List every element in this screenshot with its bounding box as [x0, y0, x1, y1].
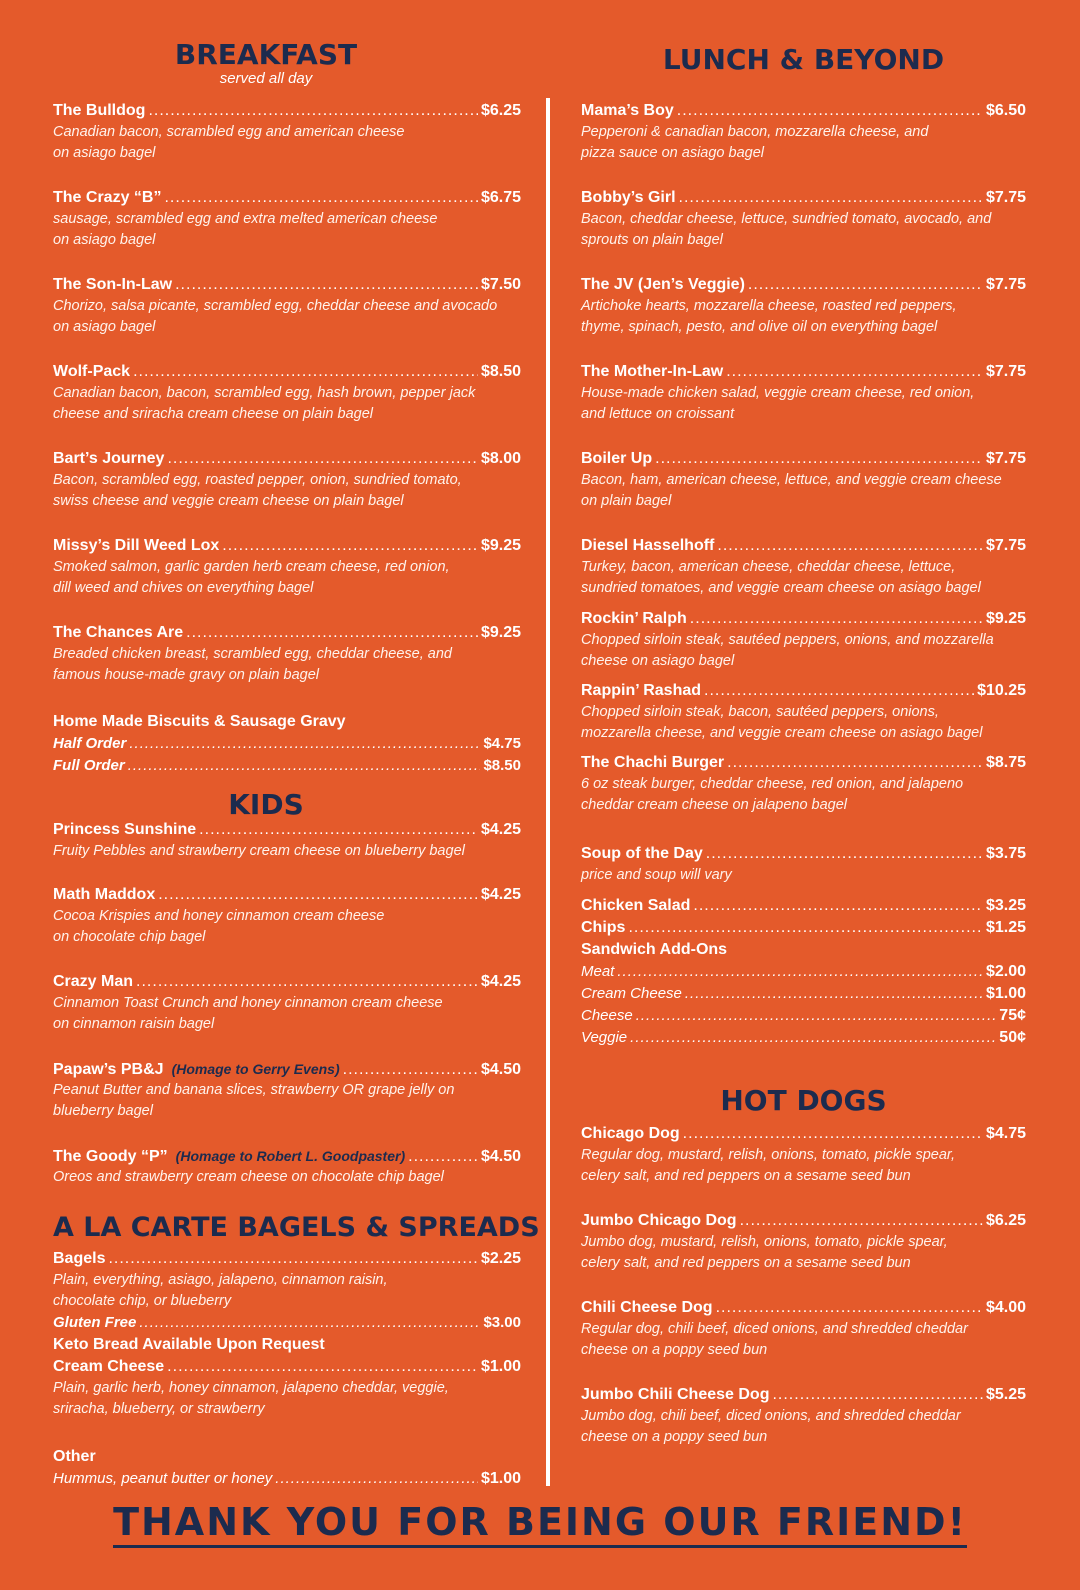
item-description: on asiago bagel: [53, 145, 156, 161]
column-divider: [546, 98, 550, 1486]
item-description: Cocoa Krispies and honey cinnamon cream cheese: [53, 908, 385, 924]
item-description: celery salt, and red peppers on a sesame seed bun: [581, 1168, 911, 1184]
item-description: on chocolate chip bagel: [53, 929, 206, 945]
item-description: Artichoke hearts, mozzarella cheese, roasted red peppers,: [581, 298, 957, 314]
addons-title: Sandwich Add-Ons: [581, 941, 728, 958]
menu-item: [581, 1210, 1026, 1274]
item-price: $9.25: [480, 537, 521, 554]
breakfast-subtitle: served all day: [219, 70, 313, 87]
menu-item: [53, 819, 521, 862]
menu-item: [53, 100, 521, 164]
item-description: and lettuce on croissant: [581, 406, 735, 422]
item-description: sundried tomatoes, and veggie cream cheese on asiago bagel: [581, 580, 981, 596]
item-description: 6 oz steak burger, cheddar cheese, red onion, and jalapeno: [581, 776, 964, 792]
item-price: $3.00: [483, 1314, 521, 1331]
item-price: $6.25: [985, 1212, 1026, 1229]
item-description: cheese on a poppy seed bun: [581, 1342, 768, 1358]
item-price: $4.50: [480, 1061, 521, 1078]
keto-note: Keto Bread Available Upon Request: [53, 1336, 325, 1353]
item-description: thyme, spinach, pesto, and olive oil on everything bagel: [581, 319, 938, 335]
item-name: The Chachi Burger: [581, 754, 725, 771]
footer-text: THANK YOU FOR BEING OUR FRIEND!: [113, 1500, 967, 1548]
addon-name: Meat: [581, 963, 615, 980]
full-order-label: Full Order: [53, 757, 125, 774]
item-name: The Goody “P”: [53, 1148, 168, 1165]
item-description: House-made chicken salad, veggie cream cheese, red onion,: [581, 385, 975, 401]
item-name: Bart’s Journey: [53, 450, 165, 467]
gluten-free-label: Gluten Free: [53, 1314, 137, 1331]
item-description: Bacon, cheddar cheese, lettuce, sundried tomato, avocado, and: [581, 211, 992, 227]
menu-item: [53, 187, 521, 251]
item-price: $2.25: [480, 1250, 521, 1267]
item-description: blueberry bagel: [53, 1103, 153, 1119]
menu-item: [53, 274, 521, 338]
addon-name: Cream Cheese: [581, 985, 682, 1002]
item-price: $7.75: [985, 276, 1026, 293]
item-description: chocolate chip, or blueberry: [53, 1293, 232, 1309]
item-price: $3.75: [985, 845, 1026, 862]
item-price: $5.25: [985, 1386, 1026, 1403]
item-name: Jumbo Chili Cheese Dog: [581, 1386, 770, 1403]
item-description: Chopped sirloin steak, bacon, sautéed peppers, onions,: [581, 704, 939, 720]
lunch-title: LUNCH & BEYOND: [662, 43, 945, 76]
item-price: $4.25: [480, 886, 521, 903]
item-description: sriracha, blueberry, or strawberry: [53, 1401, 265, 1417]
item-price: 75¢: [999, 1007, 1026, 1024]
item-description: Cinnamon Toast Crunch and honey cinnamon cream cheese: [53, 995, 443, 1011]
item-name: The Chances Are: [53, 624, 184, 641]
item-description: on asiago bagel: [53, 232, 156, 248]
menu-item-bagels: [53, 1248, 521, 1420]
item-description: Oreos and strawberry cream cheese on chocolate chip bagel: [53, 1169, 444, 1185]
item-description: Pepperoni & canadian bacon, mozzarella cheese, and: [581, 124, 929, 140]
item-name: Home Made Biscuits & Sausage Gravy: [53, 713, 346, 730]
menu-item: [581, 187, 1026, 251]
item-price: $7.75: [985, 363, 1026, 380]
alacarte-title: A LA CARTE BAGELS & SPREADS: [53, 1212, 540, 1243]
hotdogs-title: HOT DOGS: [720, 1084, 887, 1117]
item-price: $1.00: [480, 1470, 521, 1487]
item-name: Missy’s Dill Weed Lox: [53, 537, 220, 554]
item-description: celery salt, and red peppers on a sesame seed bun: [581, 1255, 911, 1271]
item-description: sausage, scrambled egg and extra melted american cheese: [53, 211, 438, 227]
homage-note: (Homage to Gerry Evens): [171, 1061, 340, 1077]
item-price: $8.50: [483, 757, 521, 774]
menu-item: [581, 680, 1026, 744]
menu-item: [53, 884, 521, 948]
menu-item: [53, 1058, 521, 1122]
item-price: $1.00: [480, 1358, 521, 1375]
kids-title: KIDS: [228, 788, 304, 821]
item-name: Boiler Up: [581, 450, 653, 467]
item-description: Turkey, bacon, american cheese, cheddar cheese, lettuce,: [581, 559, 956, 575]
item-description: pizza sauce on asiago bagel: [581, 145, 764, 161]
item-price: $2.00: [985, 963, 1026, 980]
item-name: Soup of the Day: [581, 845, 703, 862]
menu-item: [581, 535, 1026, 599]
item-name: Chicken Salad: [581, 897, 691, 914]
item-price: $6.25: [480, 102, 521, 119]
item-price: $4.75: [483, 735, 521, 752]
item-description: on cinnamon raisin bagel: [53, 1016, 215, 1032]
addon-name: Veggie: [581, 1029, 628, 1046]
item-price: $1.25: [985, 919, 1026, 936]
item-price: $4.75: [985, 1125, 1026, 1142]
item-description: swiss cheese and veggie cream cheese on plain bagel: [53, 493, 404, 509]
item-price: $4.25: [480, 821, 521, 838]
item-description: Smoked salmon, garlic garden herb cream cheese, red onion,: [53, 559, 450, 575]
item-price: $8.00: [480, 450, 521, 467]
item-price: $1.00: [985, 985, 1026, 1002]
menu-item: [581, 448, 1026, 512]
menu-item: [53, 971, 521, 1035]
item-description: Regular dog, chili beef, diced onions, and shredded cheddar: [581, 1321, 968, 1337]
item-description: Bacon, scrambled egg, roasted pepper, onion, sundried tomato,: [53, 472, 462, 488]
item-price: $7.75: [985, 189, 1026, 206]
item-name: Other: [53, 1448, 96, 1465]
item-price: $8.75: [985, 754, 1026, 771]
item-description: Fruity Pebbles and strawberry cream cheese on blueberry bagel: [53, 843, 465, 859]
item-description: sprouts on plain bagel: [581, 232, 723, 248]
item-name: The Crazy “B”: [53, 189, 162, 206]
item-description: Plain, everything, asiago, jalapeno, cinnamon raisin,: [53, 1272, 388, 1288]
menu-item: [53, 535, 521, 599]
breakfast-title: BREAKFAST: [174, 38, 358, 71]
item-description: cheddar cream cheese on jalapeno bagel: [581, 797, 848, 813]
item-price: $9.25: [480, 624, 521, 641]
item-name: Bagels: [53, 1250, 106, 1267]
item-description: Breaded chicken breast, scrambled egg, cheddar cheese, and: [53, 646, 452, 662]
item-description: cheese on a poppy seed bun: [581, 1429, 768, 1445]
item-description: famous house-made gravy on plain bagel: [53, 667, 319, 683]
half-order-label: Half Order: [53, 735, 127, 752]
item-description: on asiago bagel: [53, 319, 156, 335]
item-name: The Mother-In-Law: [581, 363, 724, 380]
item-name: Rappin’ Rashad: [581, 682, 702, 699]
menu-item: [581, 361, 1026, 425]
item-description: dill weed and chives on everything bagel: [53, 580, 314, 596]
menu-item: [581, 274, 1026, 338]
item-description: Chorizo, salsa picante, scrambled egg, cheddar cheese and avocado: [53, 298, 498, 314]
menu-item-biscuits: [53, 711, 521, 777]
item-name: Wolf-Pack: [53, 363, 131, 380]
menu-item-sides: [581, 895, 1026, 1049]
homage-note: (Homage to Robert L. Goodpaster): [175, 1148, 406, 1164]
item-name: Chili Cheese Dog: [581, 1299, 713, 1316]
item-name: Chicago Dog: [581, 1125, 680, 1142]
menu-item: [581, 752, 1026, 816]
menu-item: [581, 608, 1026, 672]
item-name: Bobby’s Girl: [581, 189, 676, 206]
other-description: Hummus, peanut butter or honey: [53, 1470, 273, 1487]
item-price: $4.00: [985, 1299, 1026, 1316]
item-price: $3.25: [985, 897, 1026, 914]
menu-item: [581, 1384, 1026, 1448]
item-description: Canadian bacon, bacon, scrambled egg, hash brown, pepper jack: [53, 385, 476, 401]
item-price: $6.75: [480, 189, 521, 206]
item-name: Crazy Man: [53, 973, 134, 990]
menu-item: [53, 361, 521, 425]
addon-name: Cheese: [581, 1007, 633, 1024]
item-price: $9.25: [985, 610, 1026, 627]
item-name: Mama’s Boy: [581, 102, 674, 119]
menu-item: [581, 1123, 1026, 1187]
item-description: Plain, garlic herb, honey cinnamon, jalapeno cheddar, veggie,: [53, 1380, 449, 1396]
item-description: Jumbo dog, chili beef, diced onions, and shredded cheddar: [581, 1408, 961, 1424]
item-name: Diesel Hasselhoff: [581, 537, 715, 554]
item-description: Peanut Butter and banana slices, strawberry OR grape jelly on: [53, 1082, 455, 1098]
item-name: Rockin’ Ralph: [581, 610, 687, 627]
menu-item: [581, 100, 1026, 164]
item-description: Chopped sirloin steak, sautéed peppers, onions, and mozzarella: [581, 632, 994, 648]
menu-item: [581, 1297, 1026, 1361]
item-description: cheese and sriracha cream cheese on plain bagel: [53, 406, 374, 422]
menu-item: [53, 1145, 521, 1188]
menu-item: [53, 448, 521, 512]
item-description: Canadian bacon, scrambled egg and american cheese: [53, 124, 405, 140]
item-name: Chips: [581, 919, 626, 936]
item-name: Jumbo Chicago Dog: [581, 1212, 737, 1229]
item-price: 50¢: [999, 1029, 1026, 1046]
item-name: Math Maddox: [53, 886, 156, 903]
item-price: $7.75: [985, 450, 1026, 467]
item-description: Regular dog, mustard, relish, onions, tomato, pickle spear,: [581, 1147, 955, 1163]
item-price: $8.50: [480, 363, 521, 380]
item-description: mozzarella cheese, and veggie cream cheese on asiago bagel: [581, 725, 983, 741]
item-price: $7.50: [480, 276, 521, 293]
item-price: $6.50: [985, 102, 1026, 119]
item-description: on plain bagel: [581, 493, 672, 509]
menu-item-soup: [581, 843, 1026, 886]
item-description: cheese on asiago bagel: [581, 653, 735, 669]
item-name: Princess Sunshine: [53, 821, 197, 838]
footer-thank-you: [0, 1500, 1080, 1544]
item-name: The JV (Jen’s Veggie): [581, 276, 745, 293]
item-price: $7.75: [985, 537, 1026, 554]
item-name: Cream Cheese: [53, 1358, 165, 1375]
menu-item-other: [53, 1446, 521, 1490]
item-price: $4.25: [480, 973, 521, 990]
item-description: Jumbo dog, mustard, relish, onions, tomato, pickle spear,: [581, 1234, 948, 1250]
item-name: The Bulldog: [53, 102, 146, 119]
item-name: Papaw’s PB&J: [53, 1061, 164, 1078]
menu-item: [53, 622, 521, 686]
item-price: $10.25: [977, 682, 1026, 699]
item-price: $4.50: [480, 1148, 521, 1165]
item-name: The Son-In-Law: [53, 276, 173, 293]
item-description: price and soup will vary: [581, 867, 732, 883]
item-description: Bacon, ham, american cheese, lettuce, and veggie cream cheese: [581, 472, 1002, 488]
